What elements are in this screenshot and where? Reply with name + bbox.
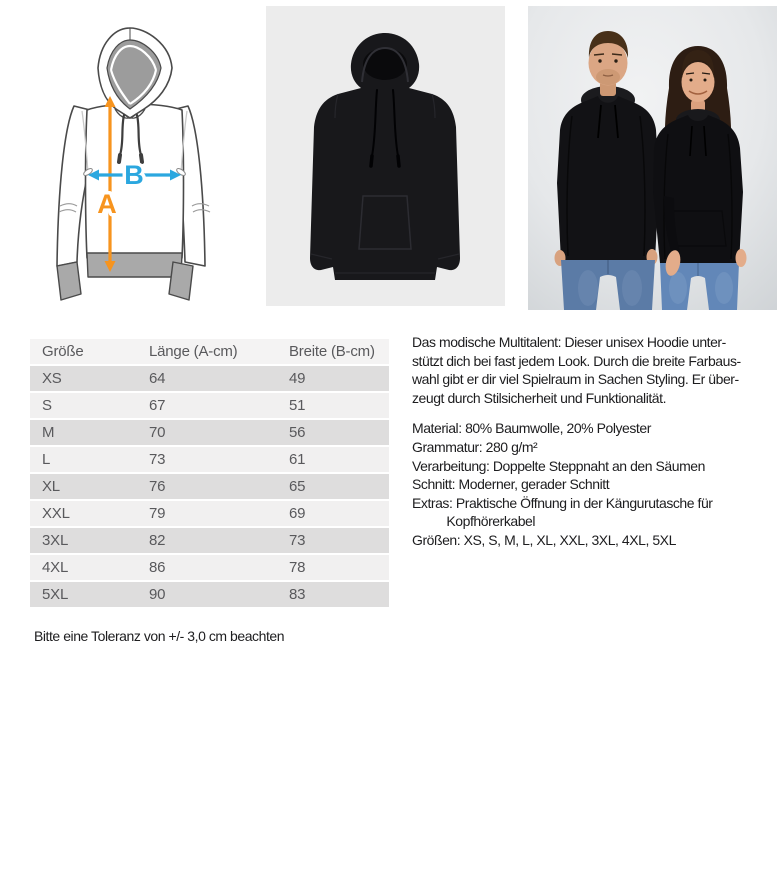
size-cell: 3XL <box>42 532 69 549</box>
measurement-label-b: B <box>124 160 144 190</box>
text-line: Material: 80% Baumwolle, 20% Polyester <box>412 420 651 437</box>
size-row <box>30 420 389 445</box>
hood-opening <box>363 48 407 80</box>
size-cell: 86 <box>149 559 166 576</box>
size-cell: 82 <box>149 532 166 549</box>
text-line: Größen: XS, S, M, L, XL, XXL, 3XL, 4XL, 5XL <box>412 531 676 548</box>
size-cell: 67 <box>149 397 166 414</box>
measurement-label-a: A <box>97 189 117 219</box>
text-line: Kopfhörerkabel <box>412 513 536 530</box>
col-header-size: Größe <box>42 343 84 360</box>
size-row <box>30 555 389 580</box>
size-row <box>30 393 389 418</box>
size-cell: 5XL <box>42 586 69 603</box>
size-cell: 65 <box>289 478 306 495</box>
size-table-body <box>30 366 389 607</box>
size-cell: 78 <box>289 559 306 576</box>
col-header-width: Breite (B-cm) <box>289 343 375 360</box>
size-row <box>30 474 389 499</box>
size-cell: L <box>42 451 51 468</box>
size-cell: XXL <box>42 505 70 522</box>
tolerance-note: Bitte eine Toleranz von +/- 3,0 cm beachten <box>34 628 285 644</box>
text-line: Grammatur: 280 g/m² <box>412 438 538 455</box>
product-description <box>412 333 777 550</box>
text-line: stützt dich bei fast jedem Look. Durch die breite Farbaus- <box>412 352 741 369</box>
size-cell: S <box>42 397 52 414</box>
text-line: Das modische Multitalent: Dieser unisex Hoodie unter- <box>412 334 726 350</box>
size-cell: 90 <box>149 586 166 603</box>
size-cell: 64 <box>149 370 166 387</box>
size-cell: 61 <box>289 451 306 468</box>
col-header-length: Länge (A-cm) <box>149 343 238 360</box>
size-row <box>30 582 389 607</box>
size-row <box>30 528 389 553</box>
models-photo-drawing <box>528 6 777 310</box>
size-cell: 76 <box>149 478 166 495</box>
size-chart-table <box>30 337 389 609</box>
text-line: wahl gibt er dir viel Spielraum in Sachen Styling. Er über- <box>412 371 739 388</box>
header-row <box>30 339 389 364</box>
text-line: zeugt durch Stilsicherheit und Funktionalität. <box>412 389 667 406</box>
description-intro <box>412 333 777 407</box>
size-cell: 49 <box>289 370 306 387</box>
text-line: Schnitt: Moderner, gerader Schnitt <box>412 476 610 493</box>
size-cell: 79 <box>149 505 166 522</box>
size-cell: 4XL <box>42 559 69 576</box>
size-row <box>30 501 389 526</box>
size-cell: 56 <box>289 424 306 441</box>
size-cell: 69 <box>289 505 306 522</box>
description-specs <box>412 419 777 549</box>
size-row <box>30 366 389 391</box>
text-line: Extras: Praktische Öffnung in der Kängurutasche für <box>412 494 713 511</box>
text-line: Verarbeitung: Doppelte Steppnaht an den Säumen <box>412 457 705 474</box>
size-table-header <box>30 339 389 364</box>
size-cell: XL <box>42 478 60 495</box>
size-cell: 70 <box>149 424 166 441</box>
size-diagram-image[interactable] <box>20 10 250 305</box>
size-diagram-drawing <box>20 10 250 305</box>
size-row <box>30 447 389 472</box>
product-photo-drawing <box>266 6 505 306</box>
product-photo-models[interactable] <box>528 6 777 310</box>
size-cell: 83 <box>289 586 306 603</box>
size-cell: 73 <box>289 532 306 549</box>
paragraph-gap <box>412 407 777 419</box>
size-cell: 51 <box>289 397 306 414</box>
size-cell: M <box>42 424 55 441</box>
size-cell: 73 <box>149 451 166 468</box>
product-photo-front[interactable] <box>266 6 505 306</box>
size-cell: XS <box>42 370 62 387</box>
